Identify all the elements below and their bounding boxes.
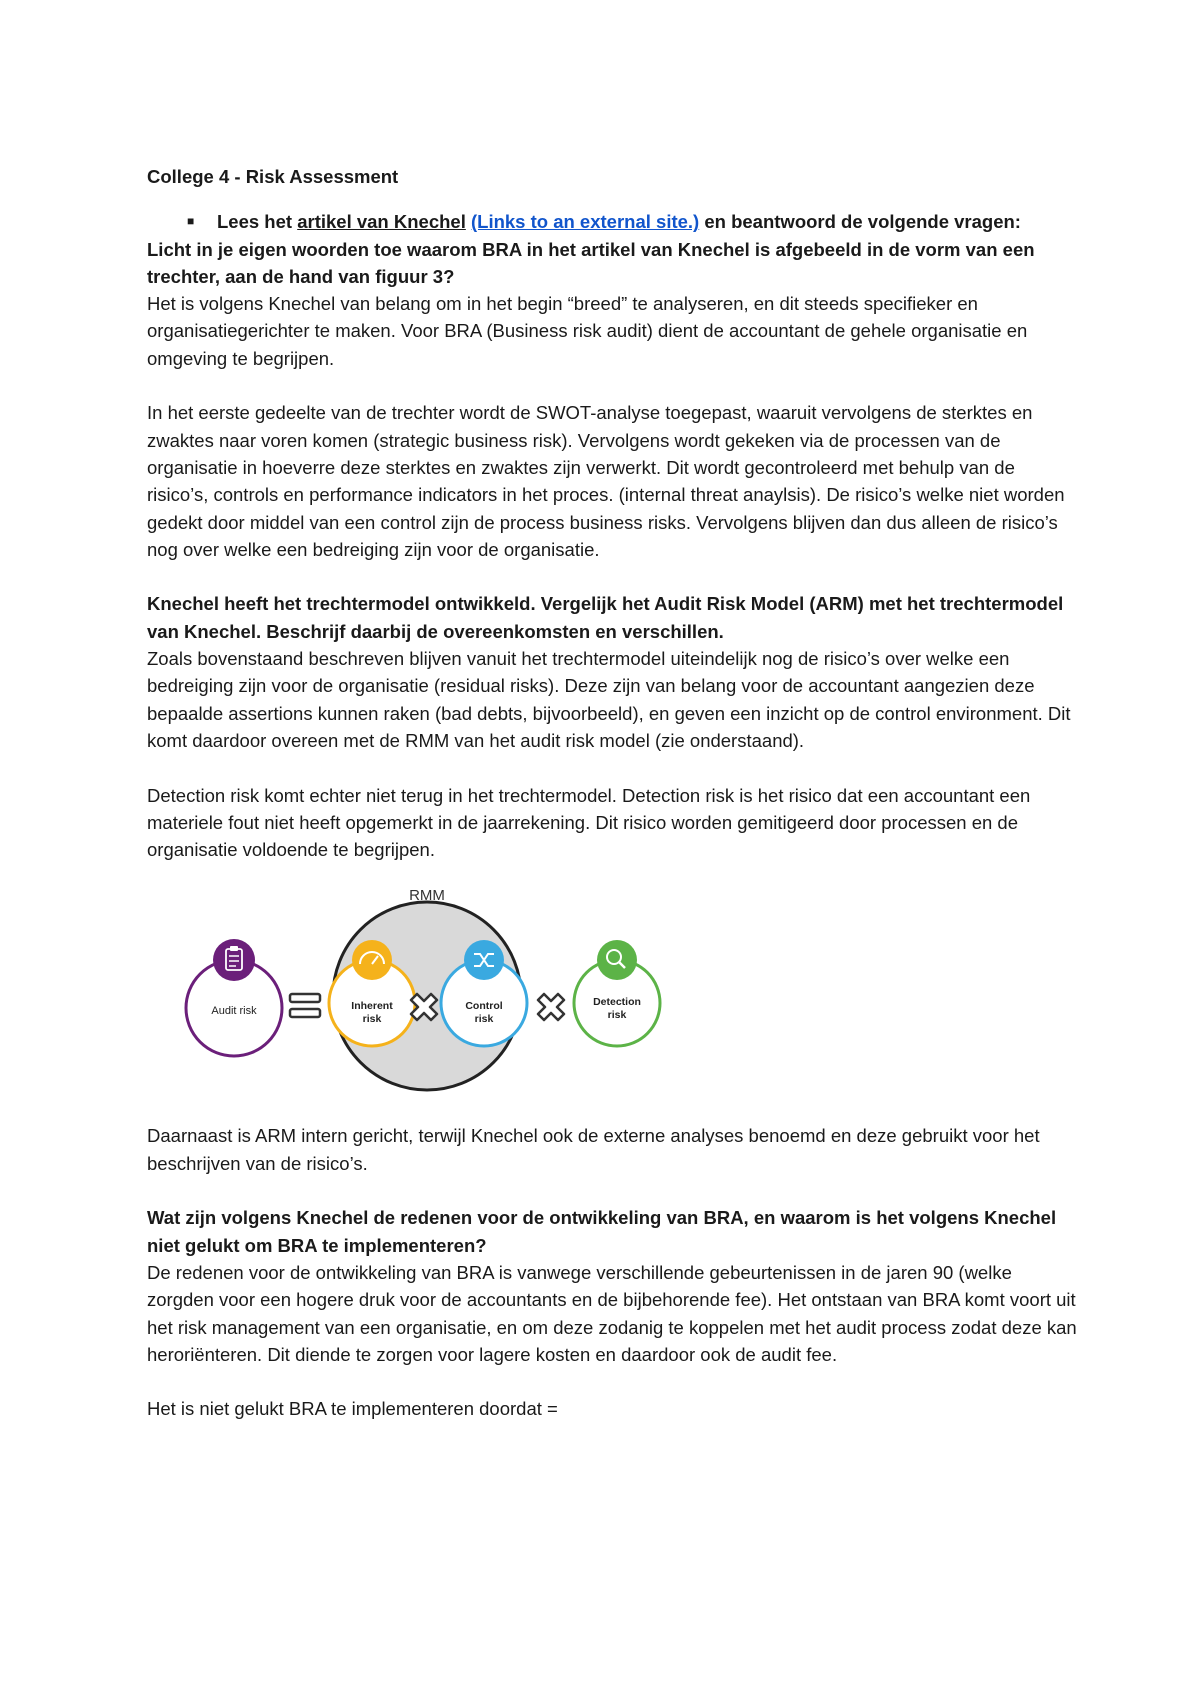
- question-2: Knechel heeft het trechtermodel ontwikkeld. Vergelijk het Audit Risk Model (ARM) met het trechtermodel van Knechel. Beschrijf daarbij de overeenkomsten en verschillen.: [147, 593, 1064, 642]
- assignment-bullet: [147, 208, 1077, 235]
- answer-3-paragraph-2: Het is niet gelukt BRA te implementeren doordat =: [147, 1398, 558, 1420]
- gauge-icon: [352, 940, 392, 980]
- control-risk-label-line1: Control: [465, 1000, 503, 1013]
- multiply-icon: [538, 994, 564, 1020]
- audit-risk-model-figure: [172, 890, 712, 1095]
- article-link[interactable]: artikel van Knechel: [297, 211, 466, 233]
- clipboard-icon: [213, 939, 255, 981]
- answer-2-paragraph-2: Detection risk komt echter niet terug in het trechtermodel. Detection risk is het risico dat een accountant een materiele fout niet heeft opgemerkt in de jaarrekening. Dit risico worden gemitigeerd door processen en de organisatie voldoende te begrijpen.: [147, 784, 1031, 861]
- inherent-risk-label-line1: Inherent: [351, 1000, 393, 1013]
- external-site-link[interactable]: (Links to an external site.): [470, 211, 700, 233]
- answer-1-paragraph-2: In het eerste gedeelte van de trechter wordt de SWOT-analyse toegepast, waaruit vervolgens de sterktes en zwaktes naar voren komen (strategic business risk). Vervolgens wordt gekeken via de processen van de organisatie in hoeverre deze sterktes en zwaktes zijn verwerkt. Dit wordt gecontroleerd met behulp van de risico’s, controls en performance indicators in het proces. (internal threat anaylsis). De risico’s welke niet worden gedekt door middel van een control zijn de process business risks. Vervolgens blijven dan dus alleen de risico’s nog over welke een bedreiging zijn voor de organisatie.: [147, 402, 1065, 560]
- answer-3-paragraph-1: De redenen voor de ontwikkeling van BRA is vanwege verschillende gebeurtenissen in de jaren 90 (welke zorgden voor een hogere druk voor de accountants en de bijbehorende fee). Het ontstaan van BRA komt voort uit het risk management van een organisatie, en om deze zodanig te koppelen met het audit process zodat deze kan heroriënteren. Dit diende te zorgen voor lagere kosten en daardoor ook de audit fee.: [147, 1261, 1077, 1365]
- question-1: Licht in je eigen woorden toe waarom BRA in het artikel van Knechel is afgebeeld in de vorm van een trechter, aan de hand van figuur 3?: [147, 238, 1035, 287]
- audit-risk-label: Audit risk: [211, 1005, 257, 1018]
- inherent-risk-label-line2: risk: [362, 1013, 382, 1026]
- audit-risk-node: [186, 939, 282, 1056]
- bullet-prefix: Lees het: [217, 211, 298, 233]
- document-page: [147, 163, 1077, 1423]
- equals-icon: [290, 994, 320, 1017]
- square-bullet-icon: ■: [187, 214, 195, 229]
- answer-1-paragraph-1: Het is volgens Knechel van belang om in het begin “breed” te analyseren, en dit steeds specifieker en organisatiegerichter te maken. Voor BRA (Business risk audit) dient de accountant de gehele organisatie en omgeving te begrijpen.: [147, 293, 1028, 369]
- answer-2-paragraph-1: Zoals bovenstaand beschreven blijven vanuit het trechtermodel uiteindelijk nog de risico’s over welke een bedreiging zijn voor de organisatie (residual risks). Deze zijn van belang voor de accountant aangezien deze bepaalde assertions kunnen raken (bad debts, bijvoorbeeld), en geven een inzicht op de control environment. Dit komt daardoor overeen met de RMM van het audit risk model (zie onderstaand).: [147, 648, 1071, 751]
- question-3: Wat zijn volgens Knechel de redenen voor de ontwikkeling van BRA, en waarom is het volgens Knechel niet gelukt om BRA te implementeren?: [147, 1207, 1057, 1256]
- detection-risk-label-line2: risk: [607, 1009, 627, 1022]
- bullet-text: [217, 208, 1077, 235]
- control-risk-label-line2: risk: [474, 1013, 494, 1026]
- answer-2-paragraph-3: Daarnaast is ARM intern gericht, terwijl Knechel ook de externe analyses benoemd en deze gebruikt voor het beschrijven van de risico’s.: [147, 1125, 1040, 1174]
- magnifier-icon: [597, 940, 637, 980]
- document-title: College 4 - Risk Assessment: [147, 166, 399, 187]
- bullet-suffix: en beantwoord de volgende vragen:: [699, 211, 1021, 233]
- rmm-label: RMM: [409, 890, 445, 905]
- detection-risk-node: [574, 940, 660, 1046]
- detection-risk-label-line1: Detection: [593, 996, 641, 1009]
